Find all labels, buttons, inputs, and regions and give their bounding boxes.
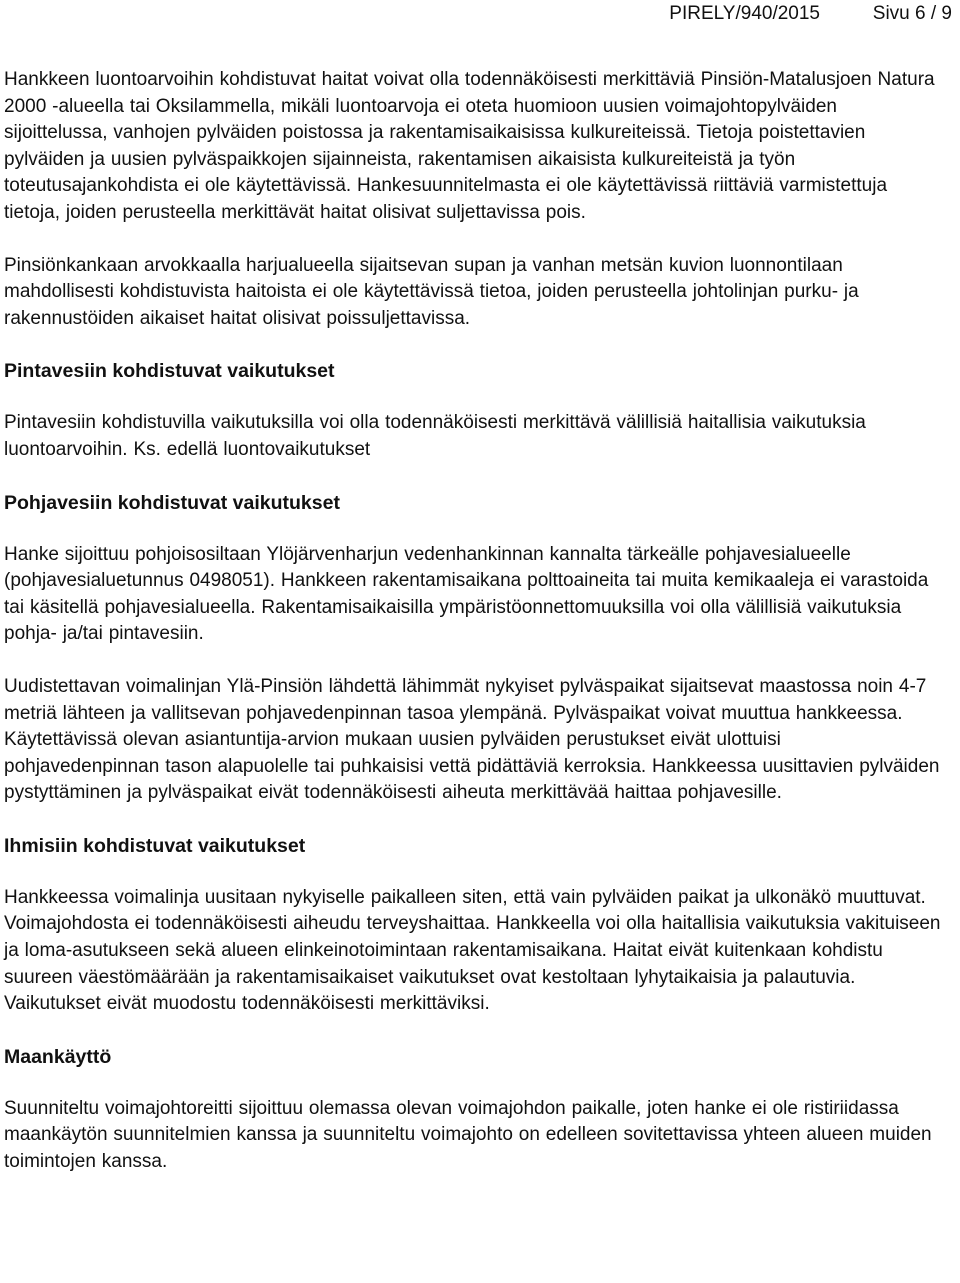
paragraph-gap <box>4 807 942 833</box>
paragraph-gap <box>4 1018 942 1044</box>
paragraph-gap <box>4 464 942 490</box>
paragraph-pylvaspaikat: Uudistettavan voimalinjan Ylä-Pinsiön lähdettä lähimmät nykyiset pylväspaikat sijaitsevat maastossa noin 4-7 metriä lähteen ja vallitsevan pohjavedenpinnan tasoa ylempänä. Pylväspaikat voivat muuttua hankkeessa. Käytettävissä olevan asiantuntija-arvion mukaan uusien pylväiden perustukset eivät ulottuisi pohjavedenpinnan tason alapuolelle tai puhkaisisi vettä pidättäviä kerroksia. Hankkeessa uusittavien pylväiden pystyttäminen ja pylväspaikat eivät todennäköisesti aiheuta merkittävää haittaa pohjavesille. <box>4 675 940 804</box>
page-header <box>0 0 960 30</box>
paragraph-maankaytto: Suunniteltu voimajohtoreitti sijoittuu olemassa olevan voimajohdon paikalle, joten hanke ei ole ristiriidassa maankäytön suunnitelmien kanssa ja suunniteltu voimajohto on edelleen sovitettavissa yhteen alueen muiden toimintojen kanssa. <box>4 1097 932 1173</box>
heading-maankaytto: Maankäyttö <box>4 1045 112 1068</box>
paragraph-gap <box>4 516 942 542</box>
paragraph-gap <box>4 1070 942 1096</box>
document-body <box>4 67 942 1176</box>
paragraph-harjualue: Pinsiönkankaan arvokkaalla harjualueella sijaitsevan supan ja vanhan metsän kuvion luonnontilaan mahdollisesti kohdistuvista haitoista ei ole käytettävissä tietoa, joiden perusteella johtolinjan purku- ja rakennustöiden aikaiset haitat olisivat poissuljettavissa. <box>4 254 859 329</box>
paragraph-gap <box>4 859 942 885</box>
heading-pintavesi: Pintavesiin kohdistuvat vaikutukset <box>4 360 335 383</box>
document-id: PIRELY/940/2015 <box>669 3 820 24</box>
paragraph-natura: Hankkeen luontoarvoihin kohdistuvat haitat voivat olla todennäköisesti merkittäviä Pinsiön-Matalusjoen Natura 2000 -alueella tai Oksilammella, mikäli luontoarvoja ei oteta huomioon uusien voimajohtopylväiden sijoittelussa, vanhojen pylväiden poistossa ja rakentamisaikaisissa kulkureiteissä. Tietoja poistettavien pylväiden ja uusien pylväspaikkojen sijainneista, rakentamisen aikaisista kulkureiteistä ja työn toteutusajankohdista ei ole käytettävissä. Hankesuunnitelmasta ei ole käytettävissä riittäviä varmistettuja tietoja, joiden perusteella merkittävät haitat olisivat suljettavissa pois. <box>4 69 935 223</box>
paragraph-ihmiset: Hankkeessa voimalinja uusitaan nykyiselle paikalleen siten, että vain pylväiden paikat ja ulkonäkö muuttuvat. Voimajohdosta ei todennäköisesti aiheudu terveyshaittaa. Hankkeella voi olla haitallisia vaikutuksia vakituiseen ja loma-asutukseen sekä alueen elinkeinotoimintaan rakentamisaikana. Haitat eivät kuitenkaan kohdistu suureen väestömäärään ja rakentamisaikaiset vaikutukset ovat kestoltaan lyhytaikaisia ja palautuvia. Vaikutukset eivät muodostu todennäköisesti merkittäviksi. <box>4 886 941 1015</box>
paragraph-pohjavesi: Hanke sijoittuu pohjoisosiltaan Ylöjärvenharjun vedenhankinnan kannalta tärkeälle pohjavesialueelle (pohjavesialuetunnus 0498051). Hankkeen rakentamisaikana polttoaineita tai muita kemikaaleja ei varastoida tai käsitellä pohjavesialueella. Rakentamisaikaisilla ympäristöonnettomuuksilla voi olla välillisiä vaikutuksia pohja- ja/tai pintavesiin. <box>4 543 929 645</box>
paragraph-gap <box>4 384 942 410</box>
heading-pohjavesi: Pohjavesiin kohdistuvat vaikutukset <box>4 491 340 514</box>
heading-ihmiset: Ihmisiin kohdistuvat vaikutukset <box>4 834 306 857</box>
paragraph-gap <box>4 648 942 674</box>
paragraph-pintavesi: Pintavesiin kohdistuvilla vaikutuksilla voi olla todennäköisesti merkittävä välillisiä haitallisia vaikutuksia luontoarvoihin. Ks. edellä luontovaikutukset <box>4 412 866 460</box>
page-number: Sivu 6 / 9 <box>872 3 952 24</box>
paragraph-gap <box>4 332 942 358</box>
paragraph-gap <box>4 227 942 253</box>
